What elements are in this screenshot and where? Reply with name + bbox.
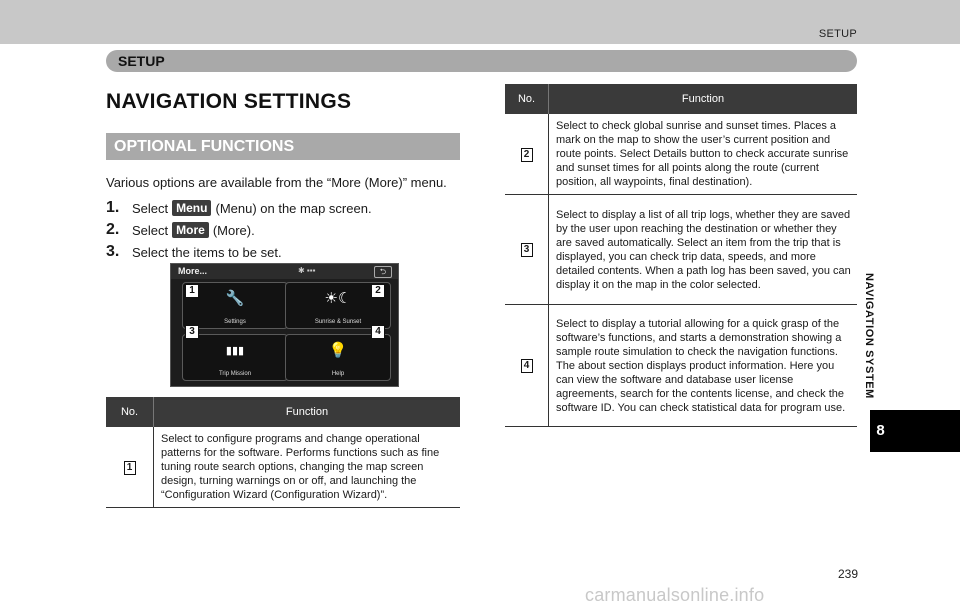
row-number-cell [106, 427, 154, 508]
tile-label: Settings [224, 319, 246, 325]
col-no-header: No. [106, 397, 154, 427]
step-post: Select the items to be set. [132, 244, 282, 260]
row-number: 3 [521, 243, 533, 257]
callout-badge-4: 4 [371, 325, 385, 339]
col-function-header: Function [154, 397, 461, 427]
callout-badge-2: 2 [371, 284, 385, 298]
function-table-left [106, 397, 460, 508]
row-description: Select to display a list of all trip logs, whether they are saved by the user upon reaching the destination or whether they are saved automatically. Select an item from the trip that is displayed, you can check trip data, speeds, and more detailed contents. When a path log has been saved, you can display it on the map in the color selected. [549, 195, 858, 305]
section-bar [106, 50, 857, 72]
step-pre: Select [132, 200, 169, 216]
chapter-number: 8 [876, 422, 885, 439]
help-tile[interactable] [285, 334, 391, 381]
step-3 [106, 243, 282, 261]
callout-badge-1: 1 [185, 284, 199, 298]
row-number-cell [505, 305, 549, 427]
row-description: Select to check global sunrise and sunset times. Places a mark on the map to show the user’s current position and route points. Select Details button to check accurate sunrise and sunset times for all points along the route (current position, all waypoints, final destination). [549, 114, 858, 195]
menu-chip: Menu [172, 200, 211, 216]
col-function-header: Function [549, 84, 858, 114]
sun-moon-icon: ☀☾ [324, 290, 352, 307]
table-row [106, 427, 460, 508]
table-row [505, 114, 857, 195]
table-row [505, 305, 857, 427]
row-number: 1 [124, 461, 136, 475]
wrench-icon: 🔧 [225, 290, 245, 307]
callout-badge-3: 3 [185, 325, 199, 339]
page-title: NAVIGATION SETTINGS [106, 90, 352, 113]
more-menu-screenshot [170, 263, 399, 387]
row-number-cell [505, 195, 549, 305]
step-2 [106, 221, 255, 239]
col-no-header: No. [505, 84, 549, 114]
chapter-tab [870, 410, 960, 452]
intro-text: Various options are available from the “More (More)” menu. [106, 175, 447, 190]
function-table-right [505, 84, 857, 427]
tile-label: Help [331, 371, 345, 377]
tile-label: Sunrise & Sunset [314, 319, 362, 325]
running-header: SETUP [818, 28, 857, 40]
screen-header [171, 264, 398, 279]
step-number: 3. [106, 243, 120, 260]
page-number: 239 [838, 567, 859, 581]
section-bar-label: SETUP [118, 53, 165, 69]
row-number-cell [505, 114, 549, 195]
back-icon[interactable]: ⮌ [374, 266, 392, 278]
step-post: (More). [212, 222, 255, 238]
subheader-label: OPTIONAL FUNCTIONS [114, 138, 295, 155]
tile-label: Trip Mission [218, 371, 252, 377]
more-chip: More [172, 222, 209, 238]
table-row [505, 195, 857, 305]
trip-mission-tile[interactable] [182, 334, 288, 381]
row-number: 4 [521, 359, 533, 373]
row-number: 2 [521, 148, 533, 162]
screen-title: More... [178, 266, 208, 276]
row-description: Select to configure programs and change operational patterns for the software. Performs functions such as fine tuning route search options, changing the map screen design, turning warnings on or off, and launching the “Configuration Wizard (Configuration Wizard)”. [154, 427, 461, 508]
step-number: 1. [106, 199, 120, 216]
step-post: (Menu) on the map screen. [215, 200, 372, 216]
status-icons: ✱ ▪▪▪ [298, 266, 316, 275]
step-number: 2. [106, 221, 120, 238]
top-band [0, 0, 960, 44]
watermark: carmanualsonline.info [585, 585, 765, 605]
table-header-row [505, 84, 857, 114]
bar-chart-icon: ▮▮▮ [225, 345, 245, 357]
subheader [106, 133, 460, 160]
table-header-row [106, 397, 460, 427]
lightbulb-icon: 💡 [328, 342, 348, 359]
row-description: Select to display a tutorial allowing for a quick grasp of the software’s functions, and starts a demonstration showing a sample route simulation to check the navigation functions. The about section displays product information. Here you can view the software and database user license agreements, search for the contents license, and check the software ID. You can check statistical data for program use. [549, 305, 858, 427]
step-1 [106, 199, 372, 217]
step-pre: Select [132, 222, 169, 238]
chapter-side-label: NAVIGATION SYSTEM [863, 273, 875, 399]
